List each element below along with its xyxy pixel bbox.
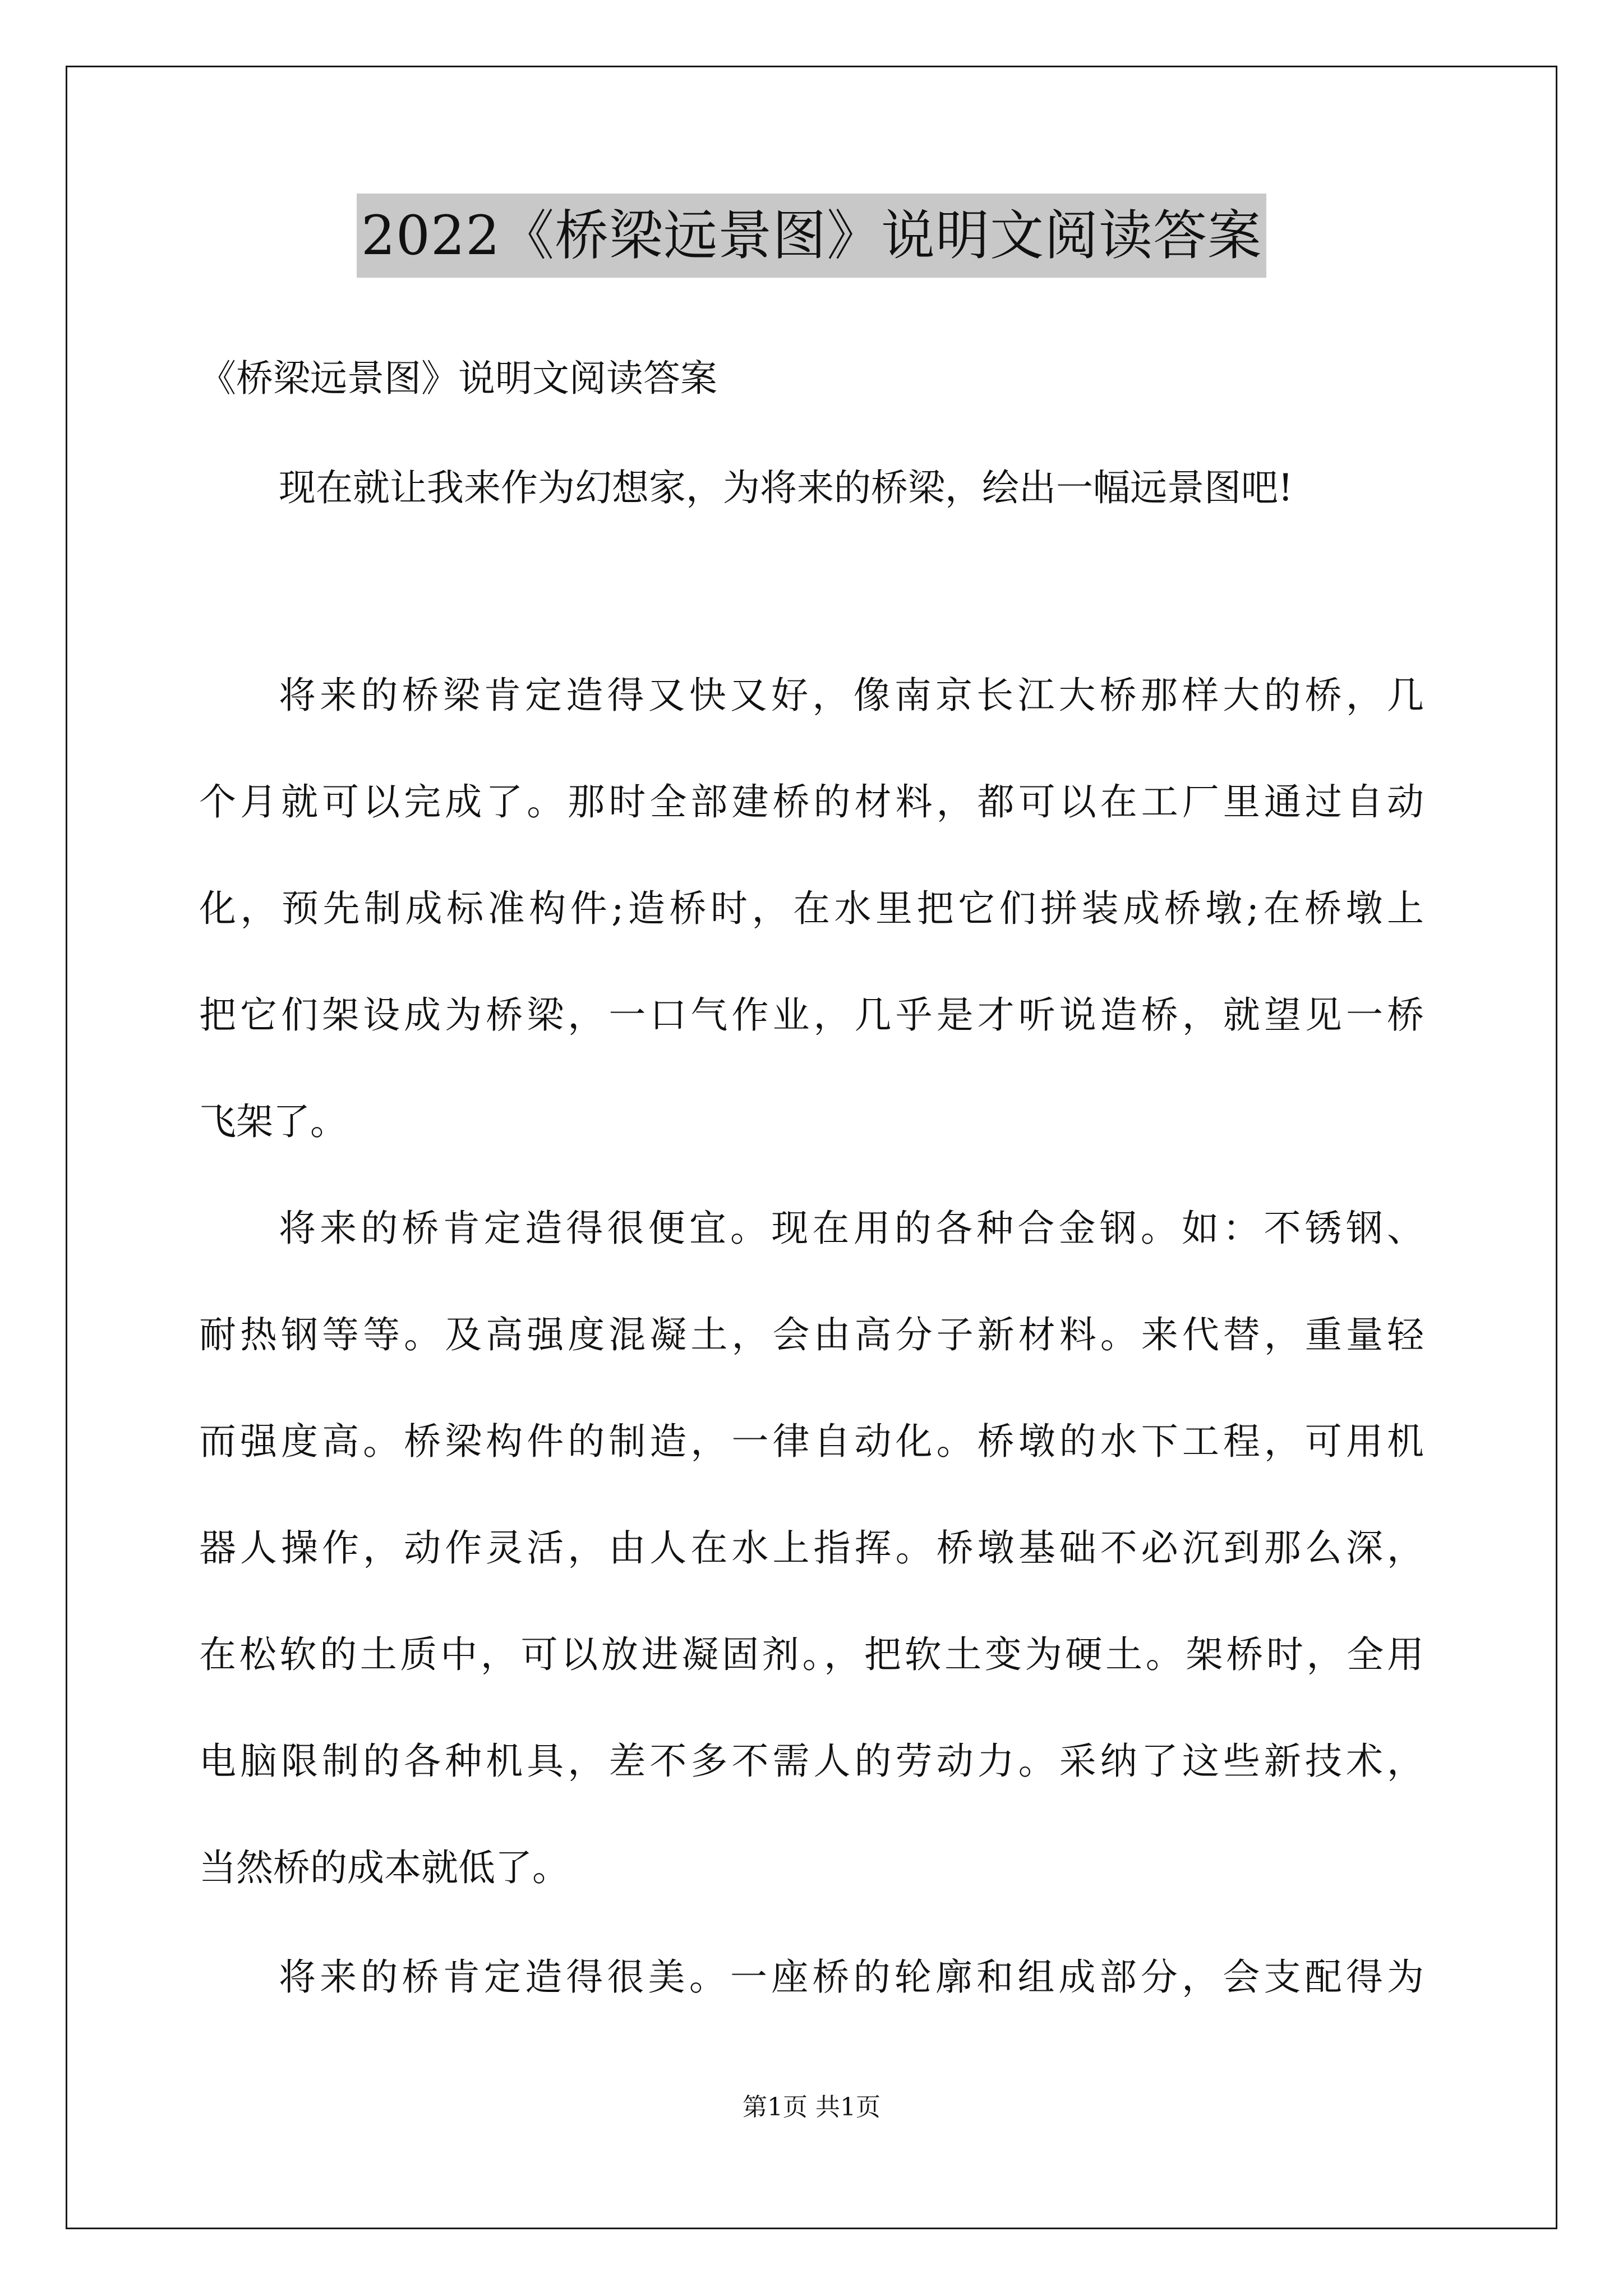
paragraph-2-line-3: 化，预先制成标准构件;造桥时，在水里把它们拼装成桥墩;在桥墩上 bbox=[199, 887, 1424, 930]
paragraph-3-line-5: 在松软的土质中，可以放进凝固剂。，把软土变为硬土。架桥时，全用 bbox=[199, 1633, 1424, 1676]
paragraph-3-line-7: 当然桥的成本就低了。 bbox=[199, 1846, 569, 1889]
paragraph-2-line-4: 把它们架设成为桥梁，一口气作业，几乎是才听说造桥，就望见一桥 bbox=[199, 993, 1424, 1037]
paragraph-3-line-4: 器人操作，动作灵活，由人在水上指挥。桥墩基础不必沉到那么深， bbox=[199, 1526, 1424, 1570]
document-title: 2022《桥梁远景图》说明文阅读答案 bbox=[357, 194, 1266, 278]
paragraph-2-line-2: 个月就可以完成了。那时全部建桥的材料，都可以在工厂里通过自动 bbox=[199, 780, 1424, 823]
paragraph-3-line-6: 电脑限制的各种机具，差不多不需人的劳动力。采纳了这些新技术， bbox=[199, 1740, 1424, 1783]
paragraph-3-line-1: 将来的桥肯定造得很便宜。现在用的各种合金钢。如：不锈钢、 bbox=[279, 1207, 1424, 1250]
paragraph-2-line-5: 飞架了。 bbox=[199, 1100, 347, 1143]
title-container bbox=[0, 194, 1623, 278]
paragraph-1-line-1: 现在就让我来作为幻想家，为将来的桥梁，绘出一幅远景图吧! bbox=[279, 466, 1293, 509]
paragraph-3-line-3: 而强度高。桥梁构件的制造，一律自动化。桥墩的水下工程，可用机 bbox=[199, 1420, 1424, 1463]
paragraph-4-line-1: 将来的桥肯定造得很美。一座桥的轮廓和组成部分，会支配得为 bbox=[279, 1955, 1424, 1999]
page-number-footer: 第1页 共1页 bbox=[743, 2093, 880, 2122]
document-subtitle: 《桥梁远景图》说明文阅读答案 bbox=[199, 357, 717, 400]
paragraph-3-line-2: 耐热钢等等。及高强度混凝土，会由高分子新材料。来代替，重量轻 bbox=[199, 1313, 1424, 1356]
paragraph-2-line-1: 将来的桥梁肯定造得又快又好，像南京长江大桥那样大的桥，几 bbox=[279, 674, 1424, 717]
